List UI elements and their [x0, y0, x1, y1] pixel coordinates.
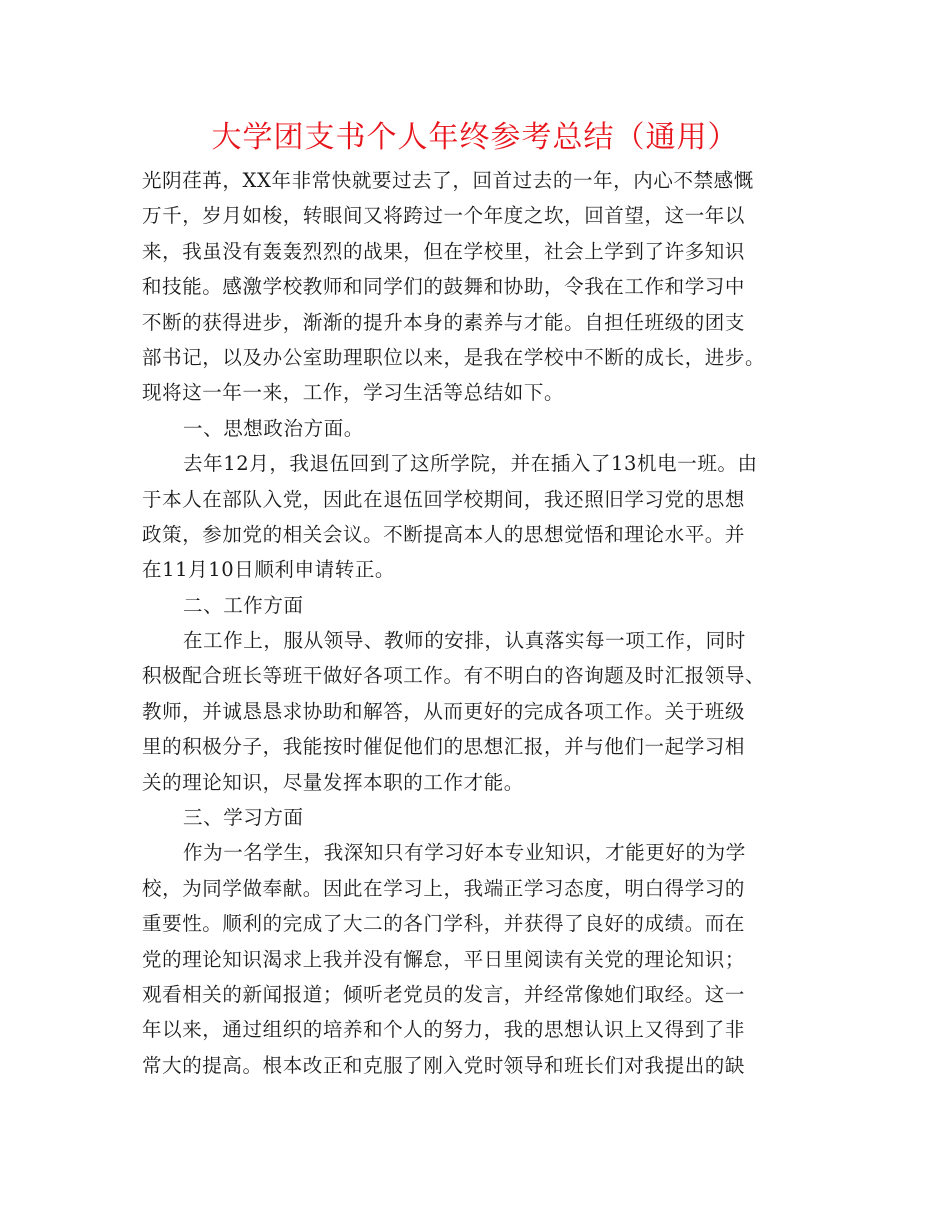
text-line: 三、学习方面 [183, 806, 304, 830]
text-line: 一、思想政治方面。 [183, 416, 364, 440]
text-line: 光阴荏苒，XX年非常快就要过去了，回首过去的一年，内心不禁感慨 [142, 169, 754, 192]
text-line: 万千，岁月如梭，转眼间又将跨过一个年度之坎，回首望，这一年以 [142, 204, 746, 228]
text-line: 观看相关的新闻报道；倾听老党员的发言，并经常像她们取经。这一 [142, 982, 746, 1006]
text-line: 不断的获得进步，渐渐的提升本身的素养与才能。自担任班级的团支 [142, 310, 746, 334]
text-line: 政策，参加党的相关会议。不断提高本人的思想觉悟和理论水平。并 [142, 522, 746, 546]
text-line: 校，为同学做奉献。因此在学习上，我端正学习态度，明白得学习的 [142, 876, 746, 900]
text-line: 教师，并诚恳恳求协助和解答，从而更好的完成各项工作。关于班级 [142, 699, 746, 723]
text-line: 年以来，通过组织的培养和个人的努力，我的思想认识上又得到了非 [142, 1018, 746, 1042]
text-line: 关的理论知识，尽量发挥本职的工作才能。 [142, 770, 524, 794]
text-line: 作为一名学生，我深知只有学习好本专业知识，才能更好的为学 [183, 841, 746, 865]
text-line: 去年12月，我退伍回到了这所学院，并在插入了13机电一班。由 [183, 452, 758, 476]
text-line: 在11月10日顺利申请转正。 [142, 558, 396, 582]
text-line: 和技能。感激学校教师和同学们的鼓舞和协助，令我在工作和学习中 [142, 275, 746, 299]
text-line: 部书记，以及办公室助理职位以来，是我在学校中不断的成长，进步。 [142, 345, 766, 369]
text-line: 来，我虽没有轰轰烈烈的战果，但在学校里，社会上学到了许多知识 [142, 239, 746, 263]
text-line: 二、工作方面 [183, 593, 304, 617]
text-line: 党的理论知识渴求上我并没有懈怠，平日里阅读有关党的理论知识； [142, 947, 746, 971]
text-line: 积极配合班长等班干做好各项工作。有不明白的咨询题及时汇报领导、 [142, 664, 766, 688]
text-line: 在工作上，服从领导、教师的安排，认真落实每一项工作，同时 [183, 629, 746, 653]
text-line: 重要性。顺利的完成了大二的各门学科，并获得了良好的成绩。而在 [142, 912, 746, 936]
document-title: 大学团支书个人年终参考总结（通用） [211, 120, 739, 155]
document-body [142, 163, 842, 1083]
text-line: 现将这一年一来，工作，学习生活等总结如下。 [142, 381, 565, 405]
text-line: 于本人在部队入党，因此在退伍回学校期间，我还照旧学习党的思想 [142, 487, 746, 511]
text-line: 常大的提高。根本改正和克服了刚入党时领导和班长们对我提出的缺 [142, 1053, 746, 1077]
text-line: 里的积极分子，我能按时催促他们的思想汇报，并与他们一起学习相 [142, 735, 746, 759]
